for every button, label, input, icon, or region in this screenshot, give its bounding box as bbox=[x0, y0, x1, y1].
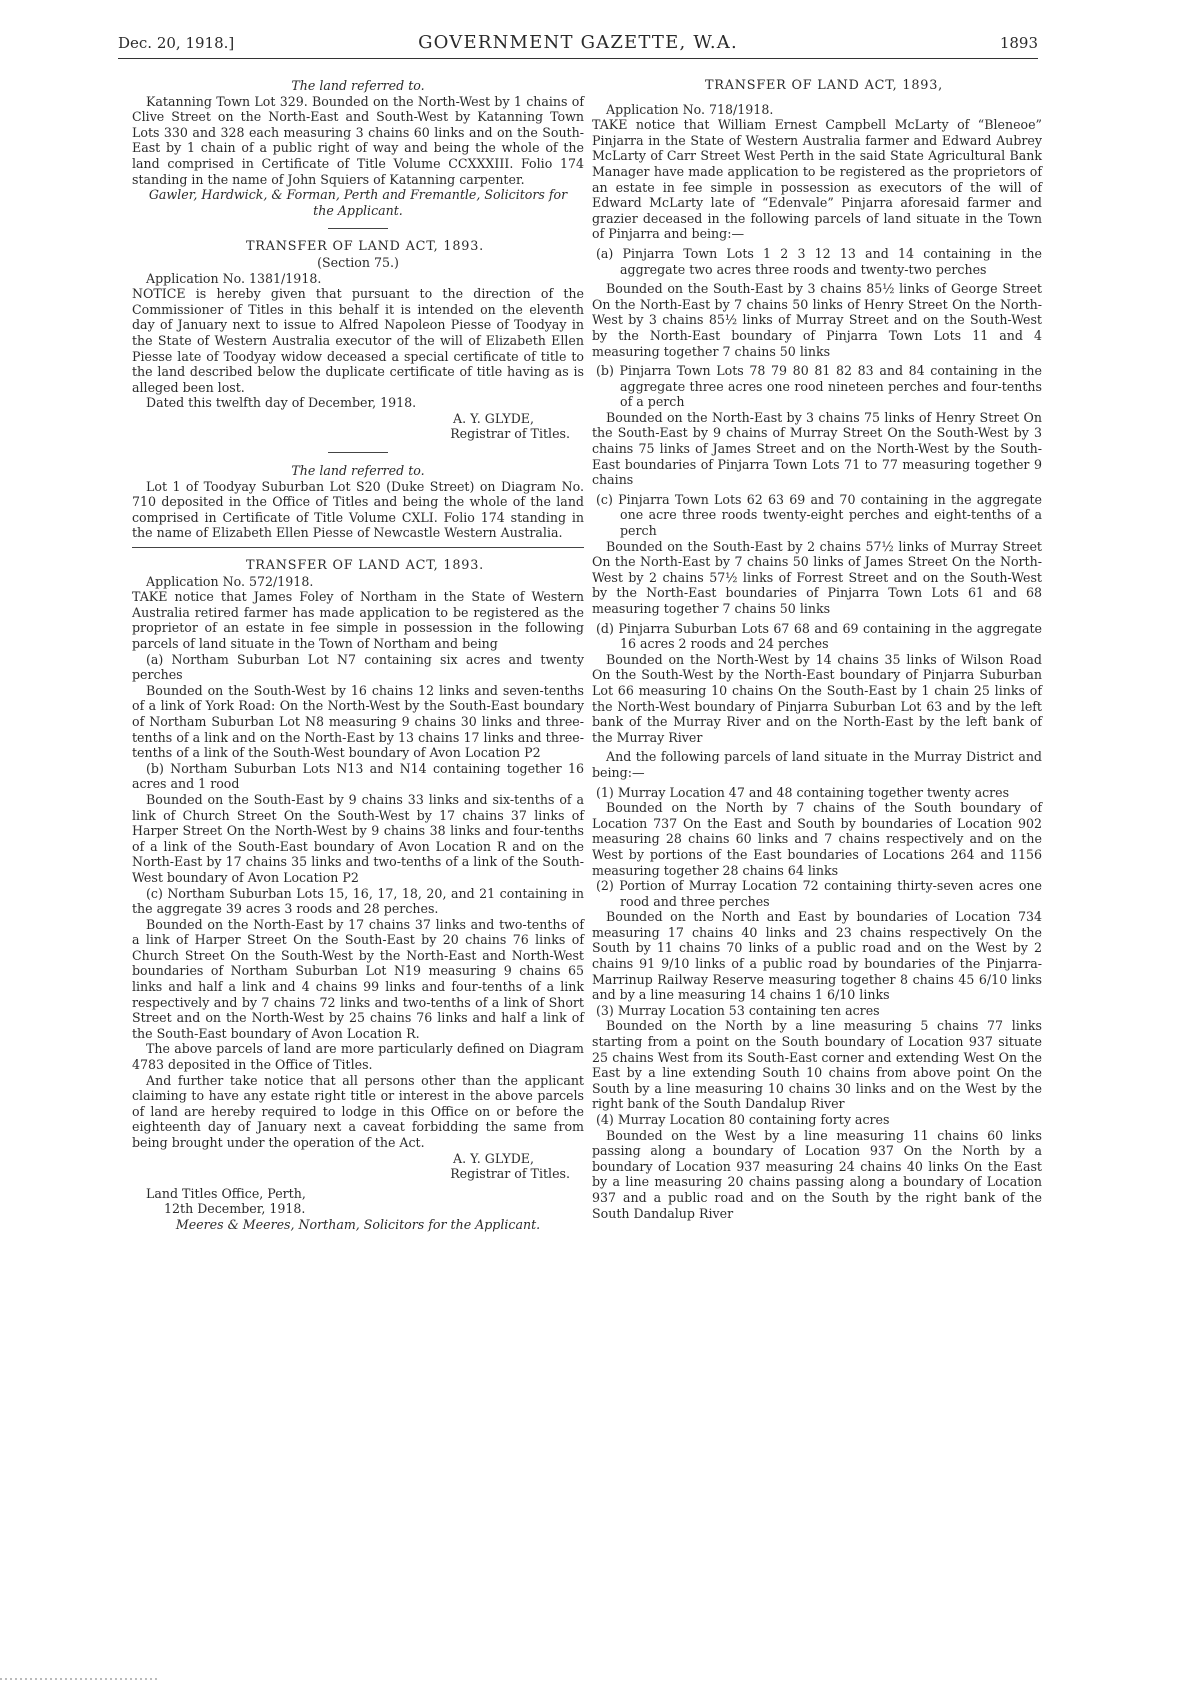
parcel-item: (b) Northam Suburban Lots N13 and N14 containing together 16 acres and 1 rood bbox=[132, 760, 584, 792]
parcel-bounds: Bounded on the North-East by 17 chains 37 links and two-tenths of a link of Harper Street On the South-East by 20 chains 76 links of Church Street On the South-West by the North-East and North-West boundaries of Northam Suburban Lot N19 measuring 9 chains 65 links and half a link and 4 chains 99 links and four-tenths of a link respectively and by 7 chains 72 links and two-tenths of a link of Short Street and on the North-West by 25 chains 76 links and half a link of the South-East boundary of Avon Location R. bbox=[132, 916, 584, 1041]
parcel-item: (d) Pinjarra Suburban Lots 67 68 and 69 containing in the aggregate 16 acres 2 roods and 24 perches bbox=[596, 620, 1042, 652]
land-description: Lot 1 of Toodyay Suburban Lot S20 (Duke Street) on Diagram No. 710 deposited in the Office of Titles and being the whole of the land comprised in Certificate of Title Volume CXLI. Folio 174 standing in the name of Elizabeth Ellen Piesse of Newcastle Western Australia. bbox=[132, 478, 584, 541]
act-title: TRANSFER OF LAND ACT, 1893, bbox=[704, 78, 944, 93]
parcel-item: (4) Murray Location 80 containing forty acres bbox=[596, 1112, 890, 1127]
divider bbox=[328, 452, 388, 453]
office-line: Land Titles Office, Perth, bbox=[146, 1185, 306, 1201]
right-column bbox=[592, 78, 1042, 1221]
parcel-bounds: Bounded on the South-East by 2 chains 57½ links of Murray Street On the North-East by 7 chains 50 links of James Street On the North-West by 2 chains 57½ links of Forrest Street and on the South-West by the North-East boundaries of Pinjarra Town Lots 61 and 68 measuring together 7 chains 50 links bbox=[592, 538, 1042, 616]
parcel-bounds: Bounded on the South-West by 16 chains 12 links and seven-tenths of a link of York Road: On the North-West by the South-East boundary of Northam Suburban Lot N8 measuring 9 chains 30 links and three-tenths of a link and on the North-East by 13 chains 17 links and three-tenths of a link of the South-West boundary of Avon Location P2 bbox=[132, 682, 584, 761]
act-title: TRANSFER OF LAND ACT, 1893. bbox=[245, 558, 485, 574]
application-number: Application No. 572/1918. bbox=[146, 573, 314, 589]
caveat-paragraph: And further take notice that all persons other than the applicant claiming to have any estate right title or interest in the above parcels of land are hereby required to lodge in this Office on or before the eighteenth day of January next a caveat forbidding the same from being brought under the operation of the Act. bbox=[132, 1072, 584, 1150]
parcel-bounds: Bounded on the South-East by 9 chains 33 links and six-tenths of a link of Church Street On the South-West by 17 chains 37 links of Harper Street On the North-West by 9 chains 38 links and four-tenths of a link of the South-East boundary of Avon Location R and on the North-East by 17 chains 35 links and two-tenths of a link of the South-West boundary of Avon Location P2 bbox=[132, 791, 584, 885]
parcel-item: (1) Murray Location 47 and 48 containing together twenty acres bbox=[596, 784, 1010, 800]
parcel-bounds: Bounded on the North-West by 14 chains 35 links of Wilson Road On the South-West by the North-East boundary of Pinjarra Suburban Lot 66 measuring 10 chains On the South-East by 1 chain 25 links of the North-West boundary of Pinjarra Suburban Lot 63 and by the left bank of the Murray River and on the North-East by the left bank of the Murray River bbox=[592, 651, 1042, 745]
parcel-item: (c) Pinjarra Town Lots 62 63 69 and 70 containing in the aggregate one acre three roods twenty-eight perches and eight-tenths of a perch bbox=[596, 491, 1042, 539]
scan-artifact bbox=[0, 1678, 160, 1680]
parcel-item: (3) Murray Location 53 containing ten acres bbox=[596, 1002, 880, 1018]
parcel-item: (b) Pinjarra Town Lots 78 79 80 81 82 83 and 84 containing in the aggregate three acres one rood nineteen perches and four-tenths of a perch bbox=[596, 363, 1042, 410]
parcel-bounds: Bounded on the North by a line measuring 5 chains 77 links starting from a point on the South boundary of Location 937 situate 25 chains West from its South-East corner and extending West On the East by a line extending South 10 chains from above point On the South by a line measuring 10 chains 30 links and on the West by the right bank of the South Dandalup River bbox=[592, 1018, 1042, 1112]
header-date: Dec. 20, 1918.] bbox=[118, 34, 235, 52]
act-title: TRANSFER OF LAND ACT, 1893. bbox=[245, 239, 485, 255]
diagram-paragraph: The above parcels of land are more particularly defined on Diagram 4783 deposited in the Office of Titles. bbox=[132, 1041, 584, 1073]
parcel-item: (a) Pinjarra Town Lots 1 2 3 12 13 and 14 containing in the aggregate two acres three roods and twenty-two perches bbox=[596, 245, 1042, 277]
header-title: GOVERNMENT GAZETTE, W.A. bbox=[418, 32, 738, 53]
solicitors-line: Gawler, Hardwick, & Forman, Perth and Fremantle, Solicitors for the Applicant. bbox=[148, 187, 568, 218]
application-number: Application No. 718/1918. bbox=[606, 101, 774, 117]
left-column bbox=[132, 78, 584, 1233]
murray-intro: And the following parcels of land situate in the Murray District and being:— bbox=[592, 749, 1042, 780]
land-description: Katanning Town Lot 329. Bounded on the North-West by 1 chains of Clive Street on the North-East and South-West by Katanning Town Lots 330 and 328 each measuring 3 chains 60 links and on the South-East by 1 chain of a public right of way and being the whole of the land comprised in Certificate of Title Volume CCXXXIII. Folio 174 standing in the name of John Squiers of Katanning carpenter. bbox=[132, 93, 584, 187]
dated-line: Dated this twelfth day of December, 1918. bbox=[146, 395, 417, 411]
parcel-bounds: Bounded on the North and East by boundaries of Location 734 measuring 17 chains 40 links and 23 chains respectively On the South by 11 chains 70 links of a public road and on the West by 2 chains 91 9/10 links of a public road by boundaries of the Pinjarra-Marrinup Railway Reserve measuring together 8 chains 45 6/10 links and by a line measuring 14 chains 1 6/10 links bbox=[592, 909, 1042, 1003]
notice-paragraph: NOTICE is hereby given that pursuant to the direction of the Commissioner of Titles in this behalf it is intended on the eleventh day of January next to issue to Alfred Napoleon Piesse of Toodyay in the State of Western Australia executor of the will of Elizabeth Ellen Piesse late of Toodyay widow deceased a special certificate of title to the land described below the duplicate certificate of title having as is alleged been lost. bbox=[132, 286, 584, 395]
divider bbox=[328, 228, 388, 229]
parcel-item: (c) Northam Suburban Lots 15, 16, 17, 18, 20, and 21 containing in the aggregate 39 acres 3 roods and 28 perches. bbox=[132, 885, 584, 917]
notice-paragraph: TAKE notice that James Foley of Northam in the State of Western Australia retired farmer has made application to be registered as the proprietor of an estate in fee simple in possession in the following parcels of land situate in the Town of Northam and being bbox=[132, 589, 584, 651]
parcel-bounds: Bounded on the North by 7 chains of the South boundary of Location 737 On the East and South by boundaries of Location 902 measuring 28 chains 60 links and 7 chains respectively and on the West by portions of the East boundaries of Locations 264 and 1156 measuring together 28 chains 64 links bbox=[592, 800, 1042, 878]
parcel-item: (2) Portion of Murray Location 72 containing thirty-seven acres one rood and three perches bbox=[596, 878, 1042, 909]
notice-paragraph: TAKE notice that William Ernest Campbell McLarty of “Bleneoe” Pinjarra in the State of Western Australia farmer and Edward Aubrey McLarty of Carr Street West Perth in the said State Agricultural Bank Manager have made application to be registered as the proprietors of an estate in fee simple in possession as executors of the will of Edward McLarty late of “Edenvale” Pinjarra aforesaid farmer and grazier deceased in the following parcels of land situate in the Town of Pinjarra and being:— bbox=[592, 117, 1042, 242]
land-referred-heading: The land referred to. bbox=[291, 78, 425, 93]
signature-name: A. Y. GLYDE, bbox=[452, 410, 534, 426]
signature-role: Registrar of Titles. bbox=[450, 1166, 570, 1182]
section-divider bbox=[132, 547, 584, 548]
signature-role: Registrar of Titles. bbox=[450, 426, 570, 442]
parcel-bounds: Bounded on the West by a line measuring 11 chains 60 links passing along a boundary of Location 937 On the North by a boundary of Location 937 measuring 24 chains 40 links On the East by a line measuring 20 chains passing along a boundary of Location 937 and a public road and on the South by the right bank of the South Dandalup River bbox=[592, 1127, 1042, 1221]
solicitors-line: Meeres & Meeres, Northam, Solicitors for the Applicant. bbox=[175, 1216, 541, 1232]
signature-name: A. Y. GLYDE, bbox=[452, 1150, 534, 1166]
office-date: 12th December, 1918. bbox=[164, 1201, 306, 1217]
parcel-bounds: Bounded on the South-East by 3 chains 85½ links of George Street On the North-East by 7 chains 50 links of Henry Street On the North-West by 3 chains 85½ links of Murray Street and on the South-West by the North-East boundary of Pinjarra Town Lots 11 and 4 measuring together 7 chains 50 links bbox=[592, 281, 1042, 359]
application-number: Application No. 1381/1918. bbox=[146, 270, 322, 286]
parcel-item: (a) Northam Suburban Lot N7 containing six acres and twenty perches bbox=[132, 651, 584, 683]
header-page-number: 1893 bbox=[999, 34, 1038, 52]
land-referred-heading: The land referred to. bbox=[291, 463, 425, 479]
page-header bbox=[118, 32, 1038, 59]
parcel-bounds: Bounded on the North-East by 3 chains 75 links of Henry Street On the South-East by 9 chains of Murray Street On the South-West by 3 chains 75 links of James Street and on the North-West by the South-East boundaries of Pinjarra Town Lots 71 to 77 measuring together 9 chains bbox=[592, 409, 1042, 488]
section-line: (Section 75.) bbox=[317, 254, 399, 270]
